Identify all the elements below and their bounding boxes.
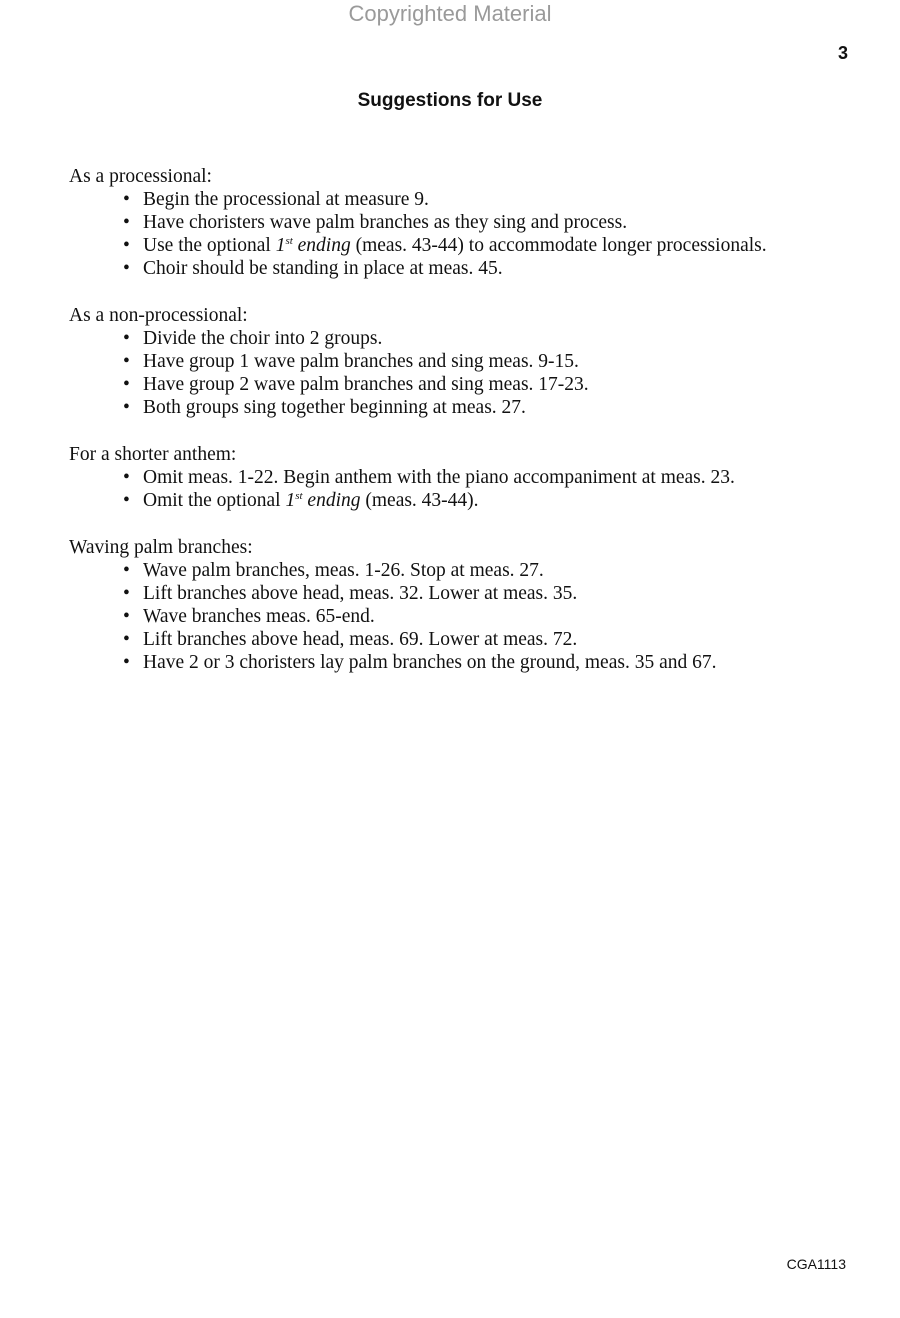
page-number: 3	[837, 43, 848, 63]
bullet-list	[69, 327, 869, 419]
list-item	[123, 188, 869, 211]
section-heading: Waving palm branches:	[69, 537, 253, 558]
bullet-icon: •	[123, 467, 130, 488]
section-heading: As a processional:	[69, 166, 212, 187]
bullet-icon: •	[123, 652, 130, 673]
bullet-list	[69, 188, 869, 280]
ending-word: ending	[292, 235, 351, 256]
bullet-icon: •	[123, 351, 130, 372]
copyright-watermark: Copyrighted Material	[348, 1, 552, 26]
bullet-icon: •	[123, 583, 130, 604]
list-item	[123, 559, 869, 582]
ending-reference	[276, 235, 351, 256]
list-item	[123, 396, 869, 419]
item-text: Omit meas. 1-22. Begin anthem with the piano accompaniment at meas. 23.	[143, 467, 735, 488]
list-item	[123, 327, 869, 350]
bullet-icon: •	[123, 189, 130, 210]
list-item	[123, 234, 869, 257]
catalog-code: CGA1113	[786, 1256, 846, 1272]
ending-number: 1	[285, 490, 296, 511]
bullet-icon: •	[123, 560, 130, 581]
item-text: Have group 1 wave palm branches and sing meas. 9-15.	[143, 351, 579, 372]
bullet-icon: •	[123, 235, 130, 256]
bullet-list	[69, 559, 869, 674]
list-item	[123, 582, 869, 605]
bullet-icon: •	[123, 606, 130, 627]
bullet-icon: •	[123, 629, 130, 650]
item-text: Have 2 or 3 choristers lay palm branches on the ground, meas. 35 and 67.	[143, 652, 717, 673]
list-item	[123, 373, 869, 396]
list-item	[123, 257, 869, 280]
list-item	[123, 628, 869, 651]
bullet-icon: •	[123, 258, 130, 279]
ordinal-suffix: st	[295, 490, 303, 502]
suggestion-section	[69, 304, 869, 419]
suggestion-section	[69, 165, 869, 280]
item-text: Have group 2 wave palm branches and sing meas. 17-23.	[143, 374, 589, 395]
item-text: Divide the choir into 2 groups.	[143, 328, 383, 349]
list-item	[123, 651, 869, 674]
item-text: Choir should be standing in place at meas. 45.	[143, 258, 503, 279]
bullet-icon: •	[123, 374, 130, 395]
item-text: Omit the optional	[143, 490, 286, 511]
page-title: Suggestions for Use	[357, 90, 543, 111]
suggestion-section	[69, 536, 869, 674]
section-heading: For a shorter anthem:	[69, 444, 237, 465]
list-item	[123, 489, 869, 512]
item-text-tail: (meas. 43-44) to accommodate longer processionals.	[350, 235, 767, 256]
item-text: Use the optional	[143, 235, 276, 256]
list-item	[123, 350, 869, 373]
section-heading: As a non-processional:	[69, 305, 248, 326]
item-text: Wave palm branches, meas. 1-26. Stop at meas. 27.	[143, 560, 544, 581]
suggestion-section	[69, 443, 869, 512]
bullet-list	[69, 466, 869, 512]
item-text: Begin the processional at measure 9.	[143, 189, 429, 210]
suggestions-content	[69, 165, 869, 698]
bullet-icon: •	[123, 490, 130, 511]
bullet-icon: •	[123, 397, 130, 418]
list-item	[123, 211, 869, 234]
item-text: Have choristers wave palm branches as they sing and process.	[143, 212, 628, 233]
ordinal-suffix: st	[285, 235, 293, 247]
ending-number: 1	[275, 235, 286, 256]
list-item	[123, 466, 869, 489]
list-item	[123, 605, 869, 628]
item-text: Lift branches above head, meas. 32. Lower at meas. 35.	[143, 583, 578, 604]
bullet-icon: •	[123, 212, 130, 233]
item-text-tail: (meas. 43-44).	[360, 490, 479, 511]
bullet-icon: •	[123, 328, 130, 349]
ending-word: ending	[302, 490, 361, 511]
ending-reference	[285, 490, 360, 511]
item-text: Wave branches meas. 65-end.	[143, 606, 375, 627]
item-text: Lift branches above head, meas. 69. Lower at meas. 72.	[143, 629, 578, 650]
item-text: Both groups sing together beginning at meas. 27.	[143, 397, 526, 418]
